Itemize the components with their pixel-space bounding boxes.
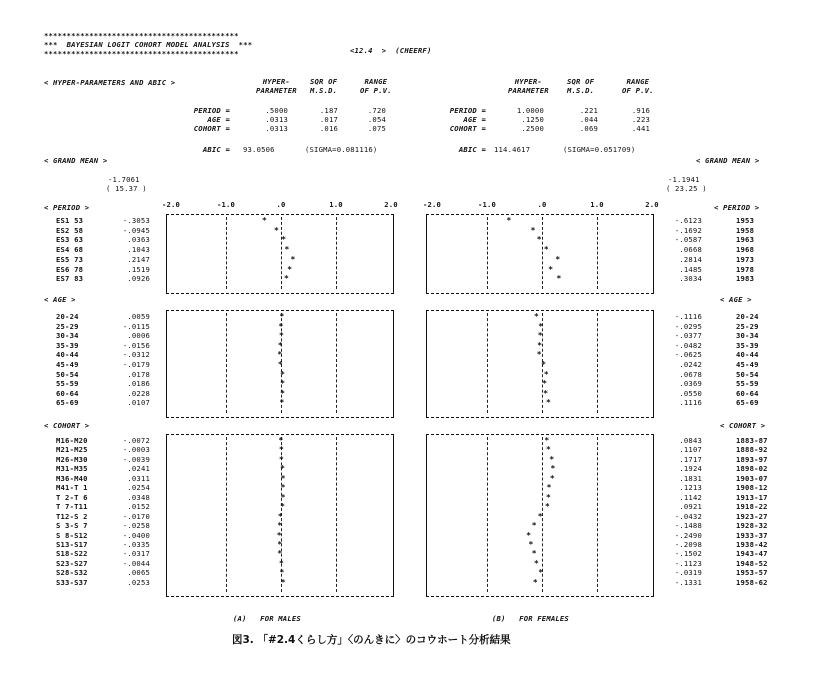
row-label: T12-S 2: [56, 511, 88, 521]
hyper-section-label: < HYPER-PARAMETERS AND ABIC >: [44, 78, 176, 87]
females-effect-marker: *: [556, 274, 562, 284]
row-label: S 8-S12: [56, 530, 88, 540]
banner-bottom: *******************************************: [44, 49, 239, 58]
row-label-age: AGE =: [207, 115, 230, 124]
males-value: .0363: [127, 235, 150, 245]
grand-mean-males-value: -1.7061: [108, 175, 140, 184]
figure-caption: 図3. 「#2.4くらし方」〈のんきに〉のコウホート分析結果: [232, 634, 511, 646]
females-effect-marker: *: [541, 360, 546, 369]
row-label: M31-M35: [56, 464, 88, 474]
row-label: ES1 53: [56, 216, 84, 225]
females-effect-marker: *: [542, 379, 548, 389]
row-label-right: 1913-17: [736, 492, 768, 502]
males-hyper-cohort: .0313: [265, 124, 288, 133]
section-label-right: < PERIOD >: [714, 203, 760, 212]
row-label-right: 1983: [736, 274, 755, 284]
males-gridline: [281, 217, 282, 289]
females-value: .1485: [679, 264, 702, 274]
males-value: .0059: [127, 312, 150, 321]
males-sigma: (SIGMA=0.081116): [305, 145, 378, 154]
banner-title: *** BAYESIAN LOGIT COHORT MODEL ANALYSIS ***: [44, 40, 253, 49]
row-label-right: 1958: [736, 225, 755, 235]
males-axis-tick: -1.0: [216, 200, 236, 209]
males-effect-marker: *: [280, 464, 285, 474]
row-label-right: 1883-87: [736, 436, 768, 445]
males-effect-marker: *: [280, 502, 285, 512]
row-label-right: 1923-27: [736, 511, 768, 521]
males-effect-marker: *: [279, 454, 284, 464]
males-range-period: .720: [367, 106, 386, 115]
females-value: -.2490: [674, 530, 702, 540]
females-effect-marker: *: [546, 483, 552, 493]
females-axis-tick: 2.0: [645, 200, 659, 209]
females-sqr-cohort: .069: [579, 124, 598, 133]
row-label: M16-M20: [56, 436, 88, 445]
females-gridline: [597, 313, 598, 413]
row-label-right: 20-24: [736, 312, 759, 321]
females-value: .1924: [679, 464, 702, 474]
males-caption: (A) FOR MALES: [233, 614, 301, 623]
females-value: .0242: [679, 360, 702, 369]
females-effect-marker: *: [536, 350, 542, 360]
males-value: -.0400: [122, 530, 150, 540]
females-value: .0550: [679, 388, 702, 398]
females-effect-marker: *: [543, 245, 549, 255]
row-label-right: 55-59: [736, 379, 759, 389]
females-value: .1717: [679, 454, 702, 464]
males-effect-marker: *: [280, 492, 286, 502]
females-effect-marker: *: [526, 530, 532, 540]
section-label-right: < AGE >: [720, 295, 752, 304]
row-label: S18-S22: [56, 549, 88, 559]
row-label: 60-64: [56, 388, 79, 398]
row-label-right: 1903-07: [736, 473, 768, 483]
males-value: .0254: [127, 483, 150, 493]
row-label-right: 1928-32: [736, 521, 768, 531]
males-effect-marker: *: [283, 274, 289, 284]
males-effect-marker: *: [261, 216, 267, 225]
row-label: ES5 73: [56, 254, 84, 264]
males-sqr-age: .017: [319, 115, 338, 124]
females-abic-label: ABIC =: [458, 145, 486, 154]
females-value: .1107: [679, 445, 702, 455]
f-row-label-period: PERIOD =: [449, 106, 486, 115]
males-value: -.0945: [122, 225, 150, 235]
females-gridline: [597, 437, 598, 592]
males-gridline: [336, 217, 337, 289]
row-label: M21-M25: [56, 445, 88, 455]
row-label: S 3-S 7: [56, 521, 88, 531]
males-value: .0186: [127, 379, 150, 389]
row-label-right: 1943-47: [736, 549, 768, 559]
males-effect-marker: *: [276, 530, 282, 540]
females-range-period: .916: [631, 106, 650, 115]
males-value: -.0044: [122, 558, 150, 568]
females-axis-tick: 1.0: [590, 200, 604, 209]
females-axis-tick: -2.0: [422, 200, 442, 209]
males-axis-tick: .0: [276, 200, 286, 209]
females-effect-marker: *: [544, 436, 550, 445]
males-effect-marker: *: [278, 321, 284, 331]
males-effect-marker: *: [279, 558, 284, 568]
row-label-right: 30-34: [736, 331, 759, 341]
females-effect-marker: *: [530, 225, 536, 235]
males-value: -.0312: [122, 350, 150, 360]
row-label: ES4 68: [56, 245, 84, 255]
row-label: T 7-T11: [56, 502, 88, 512]
males-abic-label: ABIC =: [202, 145, 230, 154]
females-gridline: [487, 437, 488, 592]
row-label-right: 1948-52: [736, 558, 768, 568]
males-value: .0241: [127, 464, 150, 474]
females-value: .2814: [679, 254, 702, 264]
males-value: -.0039: [122, 454, 150, 464]
males-effect-marker: *: [279, 331, 284, 341]
males-effect-marker: *: [274, 225, 279, 235]
females-value: .1116: [679, 398, 702, 408]
row-label: ES3 63: [56, 235, 84, 245]
males-value: .0178: [127, 369, 150, 379]
females-value: .0369: [679, 379, 702, 389]
males-effect-marker: *: [290, 254, 296, 264]
row-label: 25-29: [56, 321, 79, 331]
grand-mean-females-value: -1.1941: [668, 175, 700, 184]
females-sigma: (SIGMA=0.051709): [563, 145, 636, 154]
row-label: S23-S27: [56, 558, 88, 568]
males-range-age: .054: [367, 115, 386, 124]
females-caption: (B) FOR FEMALES: [492, 614, 569, 623]
females-sqr-age: .044: [579, 115, 598, 124]
females-hyper-cohort: .2500: [521, 124, 544, 133]
females-value: -.2098: [674, 539, 702, 549]
females-effect-marker: *: [528, 539, 534, 549]
males-sqr-cohort: .016: [319, 124, 338, 133]
males-effect-marker: *: [277, 521, 283, 531]
females-effect-marker: *: [533, 312, 539, 321]
males-value: .0152: [127, 502, 150, 512]
males-value: .1043: [127, 245, 150, 255]
females-effect-marker: *: [549, 473, 555, 483]
females-value: -.1488: [674, 521, 702, 531]
grand-mean-label-left: < GRAND MEAN >: [44, 156, 108, 165]
row-label: ES2 58: [56, 225, 84, 235]
males-gridline: [336, 437, 337, 592]
row-label-right: 1958-62: [736, 577, 768, 587]
males-value: -.0179: [122, 360, 150, 369]
row-label: S13-S17: [56, 539, 88, 549]
males-effect-marker: *: [277, 350, 283, 360]
males-effect-marker: *: [279, 445, 284, 455]
row-label: 50-54: [56, 369, 79, 379]
males-value: .0311: [127, 473, 150, 483]
males-gridline: [226, 313, 227, 413]
females-hyper-age: .1250: [521, 115, 544, 124]
males-value: .1519: [127, 264, 150, 274]
grand-mean-label-right: < GRAND MEAN >: [696, 156, 760, 165]
row-label: ES6 78: [56, 264, 84, 274]
females-effect-marker: *: [536, 235, 542, 245]
f-row-label-age: AGE =: [463, 115, 486, 124]
females-effect-marker: *: [533, 558, 539, 568]
row-label: 65-69: [56, 398, 79, 408]
row-label-right: 40-44: [736, 350, 759, 360]
row-label: S33-S37: [56, 577, 88, 587]
females-value: -.1692: [674, 225, 702, 235]
females-gridline: [542, 217, 543, 289]
row-label: ES7 83: [56, 274, 84, 284]
females-value: -.1331: [674, 577, 702, 587]
females-range-cohort: .441: [631, 124, 650, 133]
section-label-left: < PERIOD >: [44, 203, 90, 212]
females-effect-marker: *: [546, 492, 551, 502]
males-value: .0006: [127, 331, 150, 341]
section-label-left: < COHORT >: [44, 421, 90, 430]
males-value: .0253: [127, 577, 150, 587]
row-label-right: 1963: [736, 235, 755, 245]
females-effect-marker: *: [506, 216, 512, 225]
males-effect-marker: *: [284, 245, 290, 255]
females-value: .1831: [679, 473, 702, 483]
females-value: -.1123: [674, 558, 702, 568]
males-value: -.0170: [122, 511, 150, 521]
males-value: .2147: [127, 254, 150, 264]
row-label: M41-T 1: [56, 483, 88, 493]
females-effect-marker: *: [544, 502, 550, 512]
males-axis-tick: -2.0: [161, 200, 181, 209]
males-gridline: [336, 313, 337, 413]
females-effect-marker: *: [543, 388, 549, 398]
females-range-age: .223: [631, 115, 650, 124]
females-effect-marker: *: [531, 521, 537, 531]
row-label-cohort: COHORT =: [193, 124, 230, 133]
males-effect-marker: *: [280, 483, 286, 493]
females-value: -.0482: [674, 340, 702, 350]
females-sqr-period: .221: [579, 106, 598, 115]
row-label-right: 60-64: [736, 388, 759, 398]
females-effect-marker: *: [548, 264, 554, 274]
males-hyper-period: .5000: [265, 106, 288, 115]
males-gridline: [226, 217, 227, 289]
row-label-right: 1953: [736, 216, 755, 225]
row-label: 35-39: [56, 340, 79, 350]
females-effect-marker: *: [538, 568, 544, 578]
males-effect-marker: *: [278, 436, 284, 445]
males-effect-marker: *: [280, 388, 285, 398]
females-effect-marker: *: [537, 511, 543, 521]
row-label-right: 35-39: [736, 340, 759, 350]
females-value: .0678: [679, 369, 702, 379]
females-value: .1213: [679, 483, 702, 493]
row-label: M26-M30: [56, 454, 88, 464]
row-label-right: 1893-97: [736, 454, 768, 464]
females-effect-marker: *: [550, 464, 556, 474]
section-label-right: < COHORT >: [720, 421, 766, 430]
females-col-hyper: HYPER- PARAMETER: [508, 77, 549, 95]
grand-mean-males-se: ( 15.37 ): [106, 184, 147, 193]
males-panel-frame: [166, 214, 394, 294]
row-label-right: 1898-02: [736, 464, 768, 474]
females-axis-tick: -1.0: [477, 200, 497, 209]
row-label-period: PERIOD =: [193, 106, 230, 115]
males-effect-marker: *: [277, 539, 283, 549]
f-row-label-cohort: COHORT =: [449, 124, 486, 133]
males-axis-tick: 2.0: [384, 200, 398, 209]
males-effect-marker: *: [277, 549, 283, 559]
row-label-right: 25-29: [736, 321, 759, 331]
row-label: 55-59: [56, 379, 79, 389]
males-value: -.0003: [122, 445, 150, 455]
males-value: .0926: [127, 274, 150, 284]
females-value: .0843: [679, 436, 702, 445]
males-effect-marker: *: [277, 360, 283, 369]
females-effect-marker: *: [543, 369, 549, 379]
males-effect-marker: *: [277, 340, 283, 350]
females-effect-marker: *: [537, 340, 543, 350]
males-abic-value: 93.0506: [243, 145, 275, 154]
females-gridline: [487, 217, 488, 289]
row-label-right: 1938-42: [736, 539, 768, 549]
males-effect-marker: *: [279, 398, 285, 408]
females-abic-value: 114.4617: [494, 145, 531, 154]
males-effect-marker: *: [279, 312, 285, 321]
females-value: -.1502: [674, 549, 702, 559]
row-label-right: 1933-37: [736, 530, 768, 540]
males-value: .0065: [127, 568, 150, 578]
grand-mean-females-se: ( 23.25 ): [666, 184, 707, 193]
females-effect-marker: *: [546, 445, 551, 455]
row-label-right: 1918-22: [736, 502, 768, 512]
males-range-cohort: .075: [367, 124, 386, 133]
females-value: -.0432: [674, 511, 702, 521]
males-value: -.0335: [122, 539, 150, 549]
males-effect-marker: *: [280, 577, 286, 587]
males-value: .0228: [127, 388, 150, 398]
row-label: M36-M40: [56, 473, 88, 483]
females-col-range: RANGE OF P.V.: [622, 77, 654, 95]
row-label: T 2-T 6: [56, 492, 88, 502]
females-value: -.0587: [674, 235, 702, 245]
males-value: -.0258: [122, 521, 150, 531]
males-hyper-age: .0313: [265, 115, 288, 124]
males-axis-tick: 1.0: [329, 200, 343, 209]
males-gridline: [226, 437, 227, 592]
males-effect-marker: *: [280, 473, 286, 483]
females-panel-frame: [426, 214, 654, 294]
row-label: 45-49: [56, 360, 79, 369]
males-sqr-period: .187: [319, 106, 338, 115]
females-effect-marker: *: [549, 454, 555, 464]
males-col-range: RANGE OF P.V.: [360, 77, 392, 95]
row-label-right: 1908-12: [736, 483, 768, 493]
females-effect-marker: *: [538, 321, 544, 331]
females-value: .0921: [679, 502, 702, 512]
item-code: <12.4 > (CHEERF): [350, 46, 432, 55]
males-value: -.0317: [122, 549, 150, 559]
row-label-right: 1973: [736, 254, 755, 264]
females-value: -.6123: [674, 216, 702, 225]
females-value: -.0319: [674, 568, 702, 578]
row-label-right: 1978: [736, 264, 755, 274]
banner-top: *******************************************: [44, 31, 239, 40]
row-label-right: 1968: [736, 245, 755, 255]
females-effect-marker: *: [531, 549, 537, 559]
row-label-right: 1888-92: [736, 445, 768, 455]
row-label: 20-24: [56, 312, 79, 321]
females-value: -.0377: [674, 331, 702, 341]
females-hyper-period: 1.0000: [516, 106, 544, 115]
females-value: .1142: [679, 492, 702, 502]
males-effect-marker: *: [280, 379, 285, 389]
males-value: -.0072: [122, 436, 150, 445]
row-label: 40-44: [56, 350, 79, 360]
females-gridline: [487, 313, 488, 413]
females-value: -.0625: [674, 350, 702, 360]
males-effect-marker: *: [279, 568, 285, 578]
females-effect-marker: *: [555, 254, 561, 264]
section-label-left: < AGE >: [44, 295, 76, 304]
row-label-right: 1953-57: [736, 568, 768, 578]
females-value: -.0295: [674, 321, 702, 331]
row-label: S28-S32: [56, 568, 88, 578]
females-gridline: [597, 217, 598, 289]
females-effect-marker: *: [532, 577, 538, 587]
females-value: -.1116: [674, 312, 702, 321]
females-effect-marker: *: [537, 331, 543, 341]
row-label-right: 50-54: [736, 369, 759, 379]
males-col-sqr: SQR OF M.S.D.: [310, 77, 338, 95]
row-label: 30-34: [56, 331, 79, 341]
females-value: .0668: [679, 245, 702, 255]
males-value: -.0156: [122, 340, 150, 350]
males-value: .0107: [127, 398, 150, 408]
males-value: .0348: [127, 492, 150, 502]
females-value: .3034: [679, 274, 702, 284]
row-label-right: 65-69: [736, 398, 759, 408]
row-label-right: 45-49: [736, 360, 759, 369]
males-effect-marker: *: [281, 235, 287, 245]
males-effect-marker: *: [277, 511, 283, 521]
females-col-sqr: SQR OF M.S.D.: [567, 77, 595, 95]
females-effect-marker: *: [546, 398, 551, 408]
males-effect-marker: *: [287, 264, 293, 274]
females-axis-tick: .0: [537, 200, 547, 209]
males-effect-marker: *: [280, 369, 285, 379]
males-col-hyper: HYPER- PARAMETER: [256, 77, 297, 95]
males-value: -.0115: [122, 321, 150, 331]
males-value: -.3053: [122, 216, 150, 225]
